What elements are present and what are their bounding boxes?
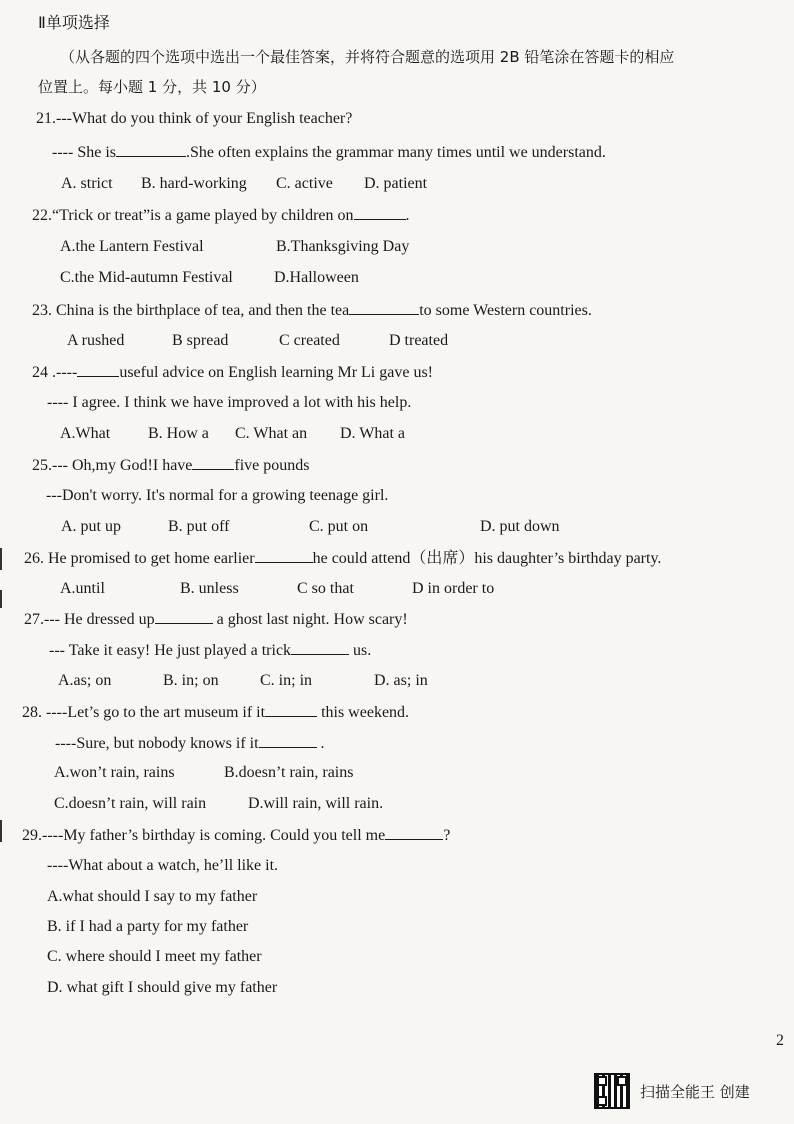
answer-option: B. if I had a party for my father xyxy=(47,918,249,935)
question-text: ----Sure, but nobody knows if it xyxy=(55,735,259,752)
margin-mark xyxy=(0,820,2,842)
question-stem xyxy=(32,362,433,383)
question-text: --- Take it easy! He just played a trick xyxy=(49,642,292,659)
question-dialogue-line xyxy=(55,733,325,754)
answer-option: A.what should I say to my father xyxy=(47,888,258,905)
answer-option: B. put off xyxy=(168,518,230,535)
answer-option: D. patient xyxy=(364,175,428,192)
answer-option: C so that xyxy=(297,580,354,597)
answer-option: B.Thanksgiving Day xyxy=(276,238,410,255)
question-stem xyxy=(36,109,352,129)
question-stem xyxy=(22,702,409,723)
answer-blank xyxy=(385,825,443,840)
answer-option: C.doesn’t rain, will rain xyxy=(54,795,207,812)
answer-option: C.the Mid-autumn Festival xyxy=(60,269,233,286)
question-stem xyxy=(24,609,408,630)
section-instruction-cont: 位置上。每小题 1 分，共 10 分） xyxy=(38,78,266,96)
answer-option: D. put down xyxy=(480,518,560,535)
answer-option: B spread xyxy=(172,332,229,349)
question-text: . xyxy=(316,735,325,752)
answer-option: B. in; on xyxy=(163,672,219,689)
question-text: he could attend（出席）his daughter’s birthday party. xyxy=(312,550,662,567)
answer-blank xyxy=(291,640,349,655)
question-stem xyxy=(24,548,661,569)
question-text: to some Western countries. xyxy=(419,302,592,319)
answer-option: A.until xyxy=(60,580,105,597)
question-stem xyxy=(22,825,450,846)
question-text: ---- She is xyxy=(52,144,116,161)
question-text: ---- I agree. I think we have improved a lot with his help. xyxy=(47,394,412,411)
question-dialogue-line xyxy=(46,486,388,506)
answer-blank xyxy=(77,362,119,377)
question-text: 28. ----Let’s go to the art museum if it xyxy=(22,704,266,721)
answer-option: D.will rain, will rain. xyxy=(248,795,384,812)
answer-blank xyxy=(255,548,313,563)
answer-option: D. what gift I should give my father xyxy=(47,979,278,996)
answer-blank xyxy=(116,142,186,157)
answer-option: D treated xyxy=(389,332,449,349)
answer-option: A.What xyxy=(60,425,111,442)
answer-option: A rushed xyxy=(67,332,125,349)
answer-blank xyxy=(349,300,419,315)
answer-option: A.as; on xyxy=(58,672,112,689)
question-stem xyxy=(32,300,592,321)
question-dialogue-line xyxy=(47,856,278,876)
question-text: 25.--- Oh,my God!I have xyxy=(32,457,193,474)
answer-option: C. where should I meet my father xyxy=(47,948,262,965)
question-text: a ghost last night. How scary! xyxy=(212,611,408,628)
answer-option: C. put on xyxy=(309,518,369,535)
answer-option: A.won’t rain, rains xyxy=(54,764,175,781)
answer-option: D.Halloween xyxy=(274,269,359,286)
margin-mark xyxy=(0,590,2,608)
question-text: us. xyxy=(349,642,372,659)
question-text: 27.--- He dressed up xyxy=(24,611,155,628)
answer-option: D. What a xyxy=(340,425,406,442)
answer-option: C. What an xyxy=(235,425,308,442)
question-dialogue-line xyxy=(52,142,606,163)
question-text: five pounds xyxy=(234,457,310,474)
question-text: 21.---What do you think of your English teacher? xyxy=(36,110,353,127)
answer-option: B. hard-working xyxy=(141,175,247,192)
question-stem xyxy=(32,205,410,226)
question-text: ? xyxy=(443,827,451,844)
answer-option: A. put up xyxy=(61,518,121,535)
question-text: this weekend. xyxy=(317,704,410,721)
scanner-footer xyxy=(594,1073,784,1113)
qr-code-icon xyxy=(594,1073,630,1109)
question-text: ---Don't worry. It's normal for a growing teenage girl. xyxy=(46,487,389,504)
answer-option: B.doesn’t rain, rains xyxy=(224,764,354,781)
answer-blank xyxy=(265,702,317,717)
section-instruction: （从各题的四个选项中选出一个最佳答案，并将符合题意的选项用 2B 铅笔涂在答题卡的相应 xyxy=(60,48,675,66)
section-title: Ⅱ单项选择 xyxy=(38,13,110,32)
footer-label: 扫描全能王 创建 xyxy=(640,1083,750,1101)
answer-option: A.the Lantern Festival xyxy=(60,238,204,255)
answer-blank xyxy=(354,205,406,220)
answer-option: A. strict xyxy=(61,175,113,192)
question-dialogue-line xyxy=(47,393,411,413)
page-number: 2 xyxy=(776,1032,784,1049)
question-text: 29.----My father’s birthday is coming. Could you tell me xyxy=(22,827,386,844)
question-stem xyxy=(32,455,310,476)
question-text: 24 .---- xyxy=(32,364,78,381)
answer-option: C created xyxy=(279,332,340,349)
answer-option: D in order to xyxy=(412,580,495,597)
answer-option: B. How a xyxy=(148,425,209,442)
question-text: ----What about a watch, he’ll like it. xyxy=(47,857,279,874)
question-text: . xyxy=(405,207,410,224)
answer-blank xyxy=(155,609,213,624)
answer-option: C. active xyxy=(276,175,333,192)
answer-option: D. as; in xyxy=(374,672,428,689)
question-text: useful advice on English learning Mr Li gave us! xyxy=(119,364,434,381)
answer-option: C. in; in xyxy=(260,672,313,689)
question-dialogue-line xyxy=(49,640,371,661)
answer-option: B. unless xyxy=(180,580,239,597)
question-text: 22.“Trick or treat”is a game played by children on xyxy=(32,207,354,224)
answer-blank xyxy=(259,733,317,748)
question-text: 26. He promised to get home earlier xyxy=(24,550,255,567)
question-text: 23. China is the birthplace of tea, and then the tea xyxy=(32,302,350,319)
question-text: .She often explains the grammar many times until we understand. xyxy=(185,144,606,161)
answer-blank xyxy=(192,455,234,470)
margin-mark xyxy=(0,548,2,570)
